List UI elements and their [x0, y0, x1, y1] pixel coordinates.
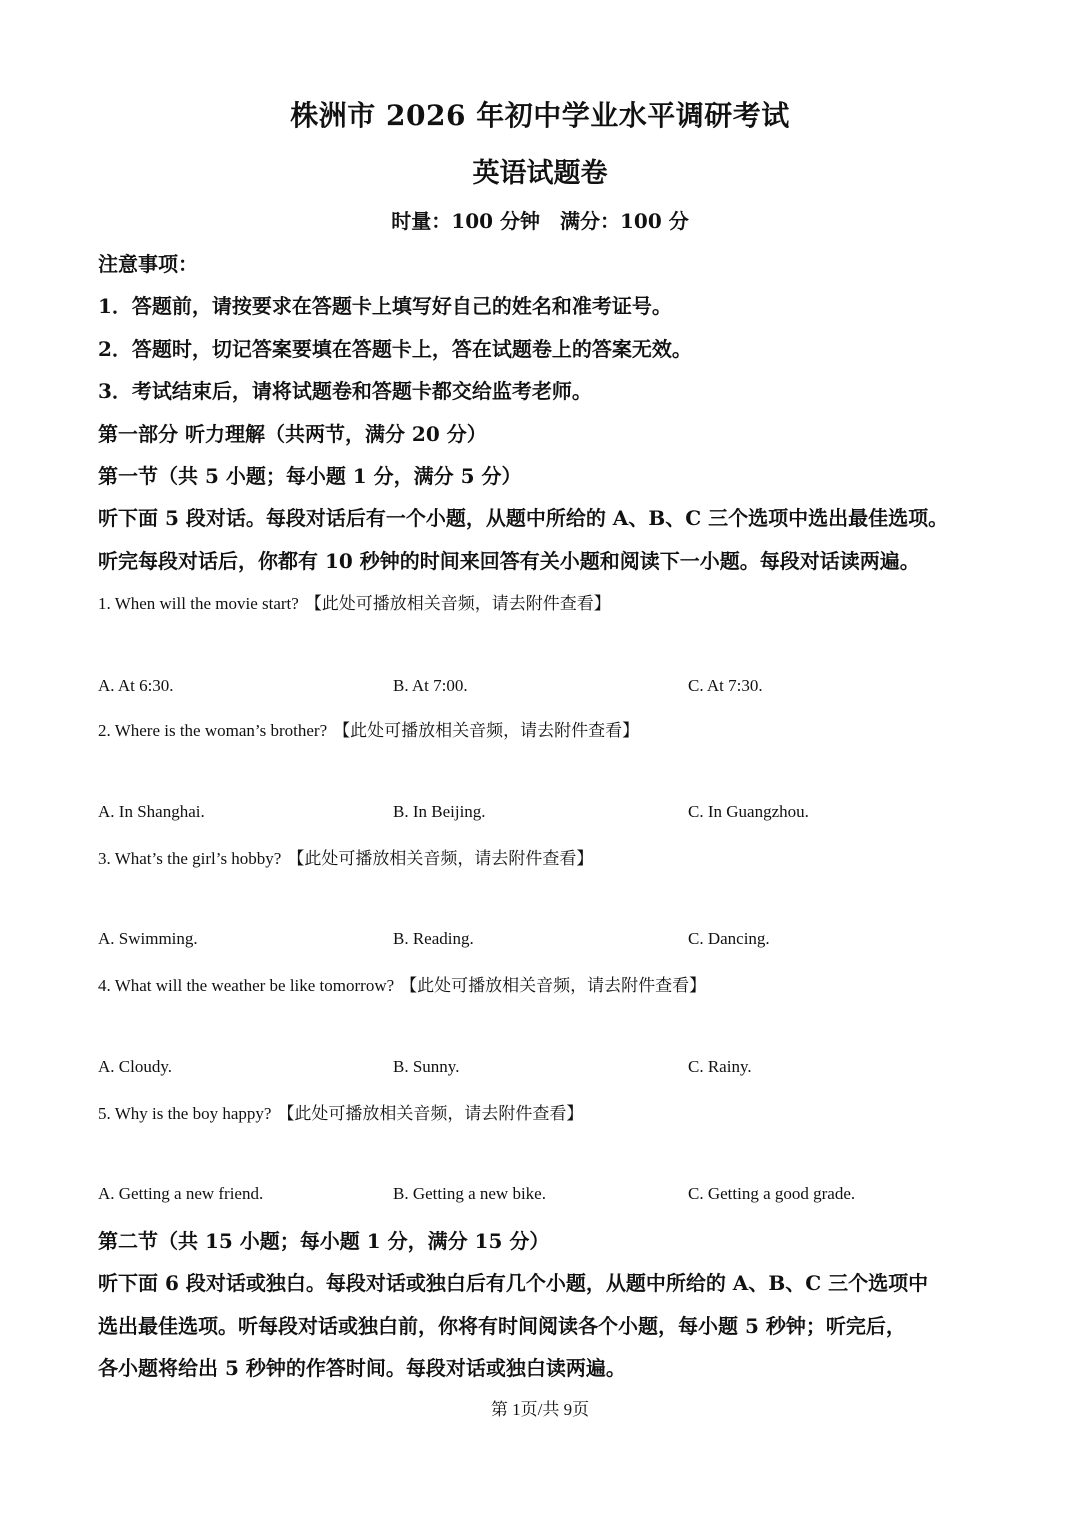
audio-note: 【此处可播放相关音频，请去附件查看】 [277, 1104, 584, 1124]
option-b: B. Getting a new bike. [393, 1184, 546, 1203]
page-number: 第 1页/共 9页 [490, 1400, 590, 1419]
question-text: 5. Why is the boy happy? [98, 1104, 272, 1123]
option-b: B. Reading. [393, 929, 474, 948]
question [98, 1099, 583, 1124]
option-c: C. At 7:30. [688, 676, 763, 695]
option-c: C. Dancing. [688, 929, 770, 948]
part-heading: 第一部分 听力理解（共两节，满分 20 分） [98, 422, 487, 446]
question [98, 971, 706, 996]
option-c: C. In Guangzhou. [688, 802, 809, 821]
question [98, 844, 593, 869]
question-text: 3. What’s the girl’s hobby? [98, 849, 282, 868]
option-b: B. In Beijing. [393, 802, 486, 821]
section-instruction: 选出最佳选项。听每段对话或独白前，你将有时间阅读各个小题，每小题 5 秒钟；听完后， [98, 1314, 906, 1338]
section-instruction: 听下面 5 段对话。每段对话后有一个小题，从题中所给的 A、B、C 三个选项中选出最佳选项。 [98, 506, 949, 530]
note-item: 2．答题时，切记答案要填在答题卡上，答在试题卷上的答案无效。 [98, 337, 692, 361]
section-heading: 第二节（共 15 小题；每小题 1 分，满分 15 分） [98, 1229, 550, 1253]
option-a: A. Cloudy. [98, 1057, 172, 1076]
exam-title: 株洲市 2026 年初中学业水平调研考试 [290, 99, 790, 132]
time-and-score-info: 时量：100 分钟 满分：100 分 [391, 209, 689, 233]
notes-heading: 注意事项： [98, 252, 198, 276]
option-a: A. In Shanghai. [98, 802, 205, 821]
question-text: 2. Where is the woman’s brother? [98, 721, 328, 740]
section-instruction: 听完每段对话后，你都有 10 秒钟的时间来回答有关小题和阅读下一小题。每段对话读两遍。 [98, 549, 920, 573]
option-c: C. Getting a good grade. [688, 1184, 856, 1203]
option-a: A. At 6:30. [98, 676, 174, 695]
option-a: A. Getting a new friend. [98, 1184, 264, 1203]
option-b: B. At 7:00. [393, 676, 468, 695]
question [98, 589, 611, 614]
note-item: 1．答题前，请按要求在答题卡上填写好自己的姓名和准考证号。 [98, 294, 672, 318]
section-instruction: 各小题将给出 5 秒钟的作答时间。每段对话或独白读两遍。 [98, 1356, 626, 1380]
question-text: 4. What will the weather be like tomorrow? [98, 976, 395, 995]
audio-note: 【此处可播放相关音频，请去附件查看】 [304, 594, 611, 614]
section-heading: 第一节（共 5 小题；每小题 1 分，满分 5 分） [98, 464, 522, 488]
audio-note: 【此处可播放相关音频，请去附件查看】 [333, 721, 640, 741]
option-b: B. Sunny. [393, 1057, 460, 1076]
section-instruction: 听下面 6 段对话或独白。每段对话或独白后有几个小题，从题中所给的 A、B、C 三个选项中 [98, 1271, 929, 1295]
question-text: 1. When will the movie start? [98, 594, 299, 613]
audio-note: 【此处可播放相关音频，请去附件查看】 [287, 849, 594, 869]
question [98, 716, 639, 741]
exam-subtitle: 英语试题卷 [472, 158, 608, 189]
audio-note: 【此处可播放相关音频，请去附件查看】 [400, 976, 707, 996]
option-c: C. Rainy. [688, 1057, 752, 1076]
option-a: A. Swimming. [98, 929, 198, 948]
note-item: 3．考试结束后，请将试题卷和答题卡都交给监考老师。 [98, 379, 592, 403]
